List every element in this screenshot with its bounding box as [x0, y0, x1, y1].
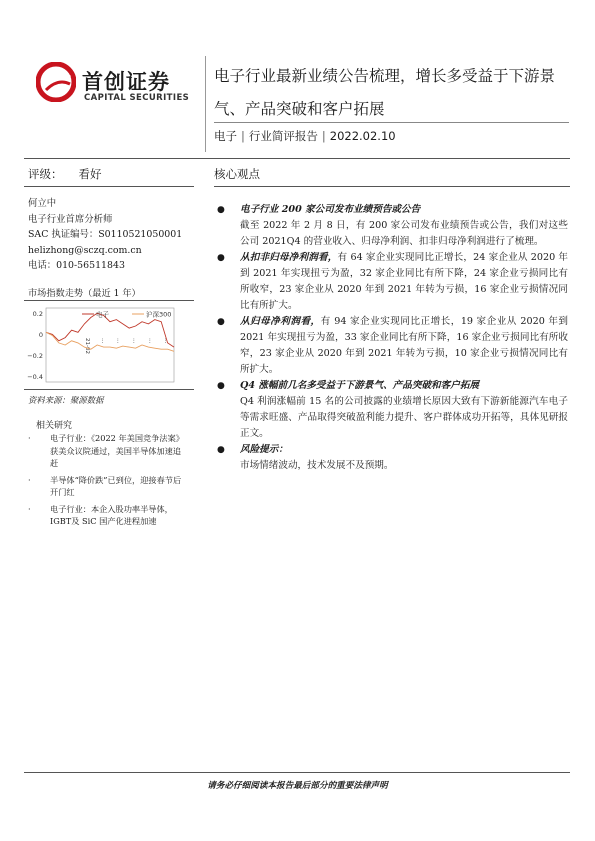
chart-x-tick-label: …: [147, 338, 154, 344]
bullet-dot: ·: [28, 433, 31, 443]
bullet-icon: ●: [217, 253, 225, 263]
analyst-name: 何立中: [28, 198, 57, 209]
related-item[interactable]: [28, 503, 188, 528]
related-item-text: 电子行业：本企入股功率半导体，IGBT及 SiC 国产化进程加速: [50, 503, 173, 526]
bullet-icon: ●: [217, 317, 225, 327]
analyst-title: 电子行业首席分析师: [28, 213, 113, 225]
footer-disclaimer: 请务必仔细阅读本报告最后部分的重要法律声明: [207, 781, 388, 791]
company-logo-icon: [36, 62, 76, 102]
point-body: Q4 利润涨幅前 15 名的公司披露的业绩增长原因大致有下游新能源汽车电子等需求旺盛、产品取得突破盈利能力提升、客户群体成功开拓等，具体见研报正文。: [240, 396, 568, 439]
point-heading: Q4 涨幅前几名多受益于下游景气、产品突破和客户拓展: [240, 380, 480, 391]
chart-x-tick-label: …: [99, 338, 106, 344]
chart-legend-label: 电子: [96, 310, 109, 319]
point-heading: 电子行业 200 家公司发布业绩预告或公告: [240, 204, 421, 215]
related-research-list: [28, 432, 188, 532]
report-title: 电子行业最新业绩公告梳理，增长多受益于下游景气、产品突破和客户拓展: [214, 67, 556, 118]
point-body: 有 94 家企业实现同比正增长，19 家企业从 2020 年到 2021 年实现扭亏为盈，33 家企业同比有所下降，16 家企业亏损同比有所收窄，23 家企业从 2020 年到 2021 年转为亏损，10 家企业亏损情况同比有所扩大。: [240, 316, 569, 375]
analyst-info: [28, 196, 198, 274]
bullet-dot: ·: [28, 503, 31, 514]
point-heading: 从扣非归母净利润看，: [240, 252, 338, 263]
analyst-email[interactable]: helizhong@sczq.com.cn: [28, 244, 142, 256]
core-point: [214, 314, 568, 378]
chart-series-line-1: [46, 332, 174, 351]
footer-rule: [24, 772, 570, 773]
chart-x-tick-label: …: [115, 338, 122, 344]
core-points: [214, 202, 568, 474]
point-body: 市场情绪波动，技术发展不及预期。: [240, 460, 394, 471]
bullet-icon: ●: [217, 445, 225, 455]
chart-source: 资料来源：聚源数据: [28, 395, 104, 405]
meta-date: 2022.02.10: [329, 129, 396, 143]
chart-x-tick-label: 21-02: [84, 338, 90, 354]
title-rule: [214, 122, 569, 123]
rating-label: 评级：: [28, 167, 63, 181]
chart-x-tick-label: …: [163, 338, 170, 344]
chart-legend-label: 沪深300: [146, 310, 172, 319]
meta-report-type: 行业简评报告: [248, 129, 318, 143]
related-item[interactable]: [28, 432, 188, 470]
bullet-icon: ●: [217, 205, 225, 215]
core-point: [214, 202, 568, 250]
analyst-phone: 电话：010-56511843: [28, 260, 125, 271]
point-body: 截至 2022 年 2 月 8 日，有 200 家公司发布业绩预告或公告，我们对这些公司 2021Q4 的营业收入、归母净利润、扣非归母净利润进行了梳理。: [240, 220, 568, 247]
related-item[interactable]: [28, 474, 188, 499]
chart-bottom-rule: [24, 389, 194, 390]
chart-title: 市场指数走势（最近 1 年）: [28, 288, 141, 299]
header-divider: [205, 56, 206, 152]
chart-y-tick-label: −0.2: [27, 352, 43, 361]
brand-name-cn: 首创证券: [82, 70, 170, 94]
bullet-icon: ●: [217, 381, 225, 391]
related-research-title: 相关研究: [36, 421, 73, 431]
bullet-dot: ·: [28, 474, 31, 485]
report-meta: [214, 128, 396, 144]
chart-y-tick-label: 0: [38, 330, 43, 339]
related-item-text: 电子行业：《2022 年美国竞争法案》获美众议院通过，美国半导体加速追赶: [50, 433, 184, 468]
core-point: [214, 378, 568, 442]
left-rule: [24, 186, 194, 187]
related-item-text: 半导体“降价跌”已到位，迎接春节后开门红: [50, 474, 182, 497]
market-index-chart: [24, 302, 196, 388]
analyst-sac: SAC 执证编号：S0110521050001: [28, 229, 183, 240]
meta-industry: 电子: [214, 129, 237, 143]
brand-name-en: CAPITAL SECURITIES: [84, 93, 190, 103]
rating: [28, 166, 102, 182]
chart-top-rule: [24, 300, 194, 301]
core-views-title: 核心观点: [214, 167, 260, 181]
chart-x-tick-label: …: [131, 338, 138, 344]
chart-y-tick-label: 0.2: [32, 309, 43, 318]
core-point: [214, 442, 568, 474]
core-point: [214, 250, 568, 314]
rating-value: 看好: [78, 167, 102, 181]
section-rule: [24, 158, 570, 159]
point-body: 有 64 家企业实现同比正增长，24 家企业从 2020 年到 2021 年实现扭亏为盈，32 家企业同比有所下降，24 家企业亏损同比有所收窄，23 家企业从 2020 年到 2021 年转为亏损，16 家企业亏损情况同比有所扩大。: [240, 252, 569, 311]
meta-separator: |: [321, 129, 326, 143]
point-heading: 从归母净利润看，: [240, 316, 321, 327]
chart-y-tick-label: −0.4: [27, 373, 43, 382]
meta-separator: |: [241, 129, 245, 143]
right-rule: [214, 186, 570, 187]
point-heading: 风险提示：: [240, 444, 288, 455]
